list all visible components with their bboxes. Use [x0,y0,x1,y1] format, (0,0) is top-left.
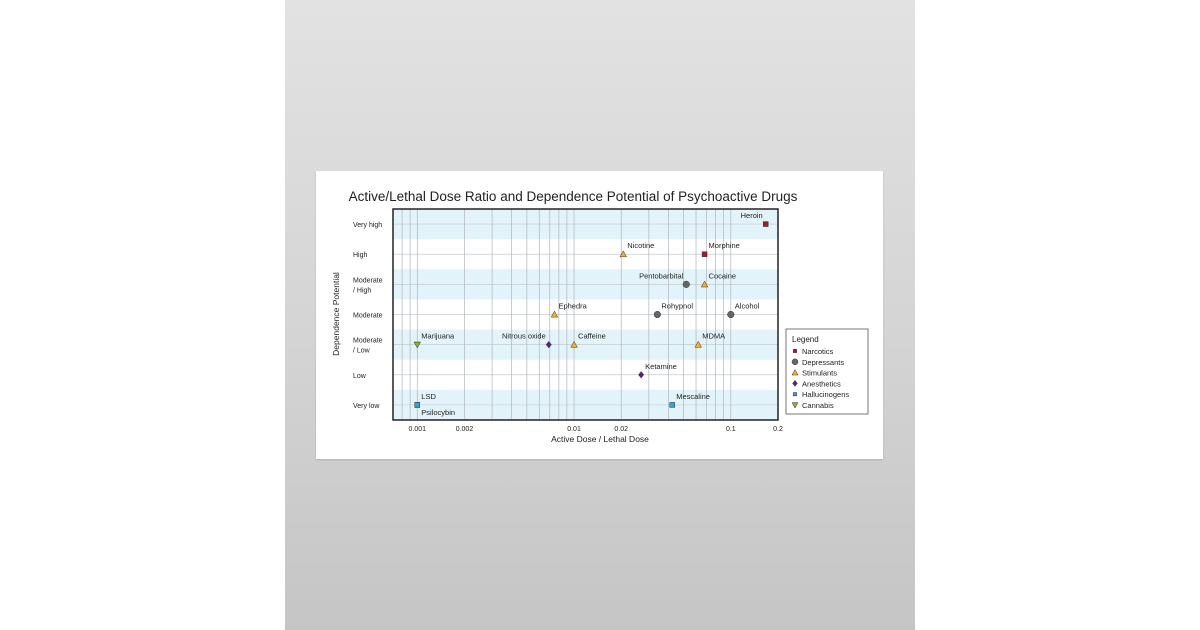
y-tick-label: Very high [353,222,383,230]
data-label: Alcohol [734,301,760,311]
x-tick-label: 0.001 [408,426,427,433]
x-tick-label: 0.01 [567,426,581,433]
legend-marker-narcotics [793,349,796,352]
data-label: Marijuana [421,331,455,341]
data-label: Ketamine [645,361,677,371]
legend-label: Anesthetics [802,379,841,389]
legend [786,329,868,414]
poster [316,171,883,459]
y-tick-label: / Low [353,347,370,355]
data-label: Nicotine [627,241,655,251]
y-tick-label: Moderate [353,277,383,285]
data-label: Rohypnol [661,301,694,311]
x-tick-label: 0.02 [614,426,629,433]
legend-label: Cannabis [802,401,834,410]
data-point-mescaline [670,402,675,407]
y-tick-label: / High [353,287,372,295]
y-tick-label: High [353,252,368,260]
data-label: Psilocybin [421,407,456,417]
x-axis-label: Active Dose / Lethal Dose [551,434,649,444]
y-tick-label: Moderate [353,337,383,345]
legend-title: Legend [792,335,819,344]
scatter-chart [316,171,883,459]
chart-title: Active/Lethal Dose Ratio and Dependence Potential of Psychoactive Drugs [348,189,798,204]
x-tick-label: 0.002 [455,426,474,433]
data-point-pentobarbital [683,281,690,288]
legend-label: Depressants [802,357,845,367]
legend-label: Stimulants [802,368,838,378]
data-label: Caffeine [578,331,606,341]
data-label: Mescaline [676,391,710,401]
y-tick-label: Very low [353,402,380,410]
data-point-alcohol [728,311,735,318]
data-label: Pentobarbital [639,271,684,281]
data-point-ketamine [639,371,644,378]
data-label: LSD [421,391,436,401]
data-label: MDMA [702,331,726,341]
data-label: Heroin [740,211,763,221]
data-label: Ephedra [558,301,587,311]
x-tick-label: 0.1 [725,426,736,433]
y-tick-label: Low [353,372,366,380]
data-point-rohypnol [654,311,661,318]
legend-marker-depressants [792,359,798,365]
data-label: Cocaine [708,271,737,281]
data-point-psilocybin [415,402,420,407]
legend-marker-hallucinogens [793,393,796,396]
y-axis-label: Dependence Potential [331,272,341,356]
legend-label: Narcotics [802,347,834,356]
data-label: Nitrous oxide [502,331,546,341]
data-point-heroin [763,222,768,227]
legend-label: Hallucinogens [802,390,850,400]
y-tick-label: Moderate [353,312,383,320]
data-point-morphine [702,252,707,257]
x-tick-label: 0.2 [773,426,783,433]
data-label: Morphine [708,241,740,251]
